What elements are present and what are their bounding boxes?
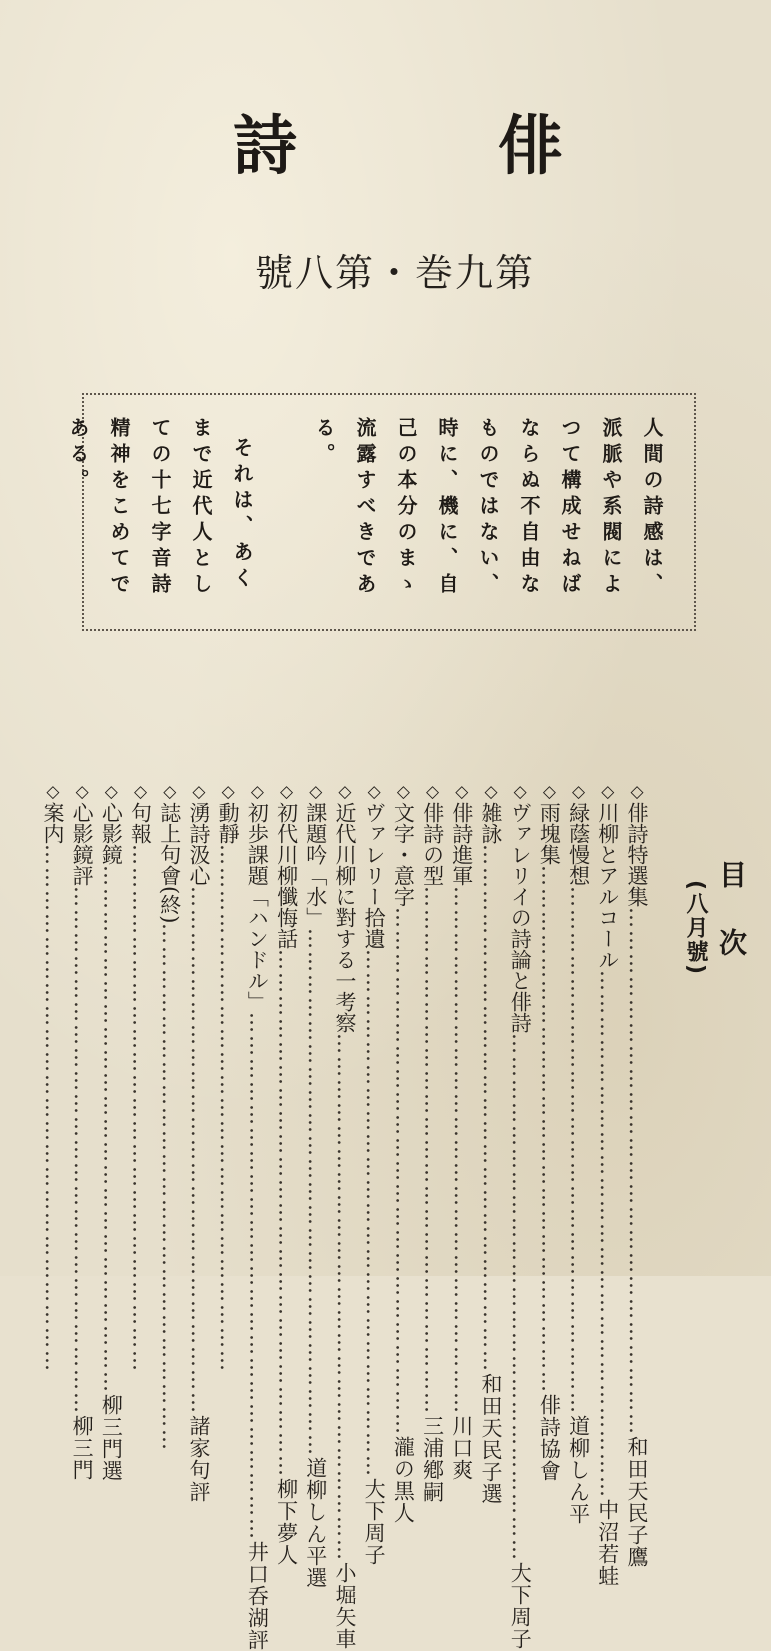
toc-entry-title-text: 湧詩汲心: [186, 802, 211, 886]
toc-entry-title-text: 心影鏡: [99, 802, 124, 865]
toc-entry-title: [96, 782, 125, 865]
diamond-bullet-icon: ◇: [451, 782, 472, 802]
toc-entry-title: [622, 782, 651, 907]
toc-leader-dots: ……………………………………………………………: [245, 1012, 270, 1541]
toc-entry-title: [242, 782, 271, 1012]
toc-leader-dots: ……………………………………………………………: [595, 970, 620, 1499]
toc-entry: [184, 782, 213, 1503]
toc-entry: [96, 782, 125, 1482]
toc-entry-author: 川口爽: [449, 1415, 474, 1481]
toc-entry: [476, 782, 505, 1505]
toc-entry-title: [534, 782, 563, 865]
diamond-bullet-icon: ◇: [101, 782, 122, 802]
toc-entry-title-text: 初歩課題「ハンドル」: [245, 802, 270, 1012]
diamond-bullet-icon: ◇: [334, 782, 355, 802]
toc-entry: [301, 782, 330, 1589]
toc-leader-dots: ……………………………………………………………: [362, 949, 387, 1478]
toc-entry-title: [271, 782, 300, 949]
masthead-char-right: 俳: [498, 110, 562, 184]
toc-leader-dots: ……………………………………………………………: [274, 949, 299, 1478]
masthead-char-left: 詩: [233, 110, 297, 184]
toc-entry: [447, 782, 476, 1481]
toc-entry-title: [417, 782, 446, 886]
diamond-bullet-icon: ◇: [510, 782, 531, 802]
toc-entry-title-text: 雨塊集: [537, 802, 562, 865]
diamond-bullet-icon: ◇: [130, 782, 151, 802]
toc-entry-title: [593, 782, 622, 970]
toc-entry-title: [184, 782, 213, 886]
toc-leader-dots: ……………………………………………………………: [70, 886, 95, 1415]
toc-leader-dots: ……………………………………………………………: [128, 844, 153, 1373]
toc-entry: [534, 782, 563, 1482]
toc-entry-title-text: 案内: [40, 802, 65, 844]
toc-entry-author: 俳詩協會: [537, 1394, 562, 1482]
diamond-bullet-icon: ◇: [159, 782, 180, 802]
toc-list: [38, 782, 651, 1651]
toc-entry-title: [476, 782, 505, 844]
toc-leader-dots: ……………………………………………………………: [566, 886, 591, 1415]
toc-entry: [213, 782, 242, 1373]
toc-entry-author: 井口呑湖評: [245, 1541, 270, 1651]
toc-entry-title: [38, 782, 67, 844]
toc-entry-title: [505, 782, 534, 1033]
toc-entry-title-text: 俳詩の型: [420, 802, 445, 886]
toc-entry: [563, 782, 592, 1525]
toc-entry-author: 柳三門選: [99, 1394, 124, 1482]
toc-entry-title-text: ヴァレリー拾遺: [362, 802, 387, 949]
diamond-bullet-icon: ◇: [597, 782, 618, 802]
toc-entry: [505, 782, 534, 1650]
toc-entry-title-text: 動靜: [216, 802, 241, 844]
toc-entry-author: 柳三門: [70, 1415, 95, 1481]
toc-entry-title: [155, 782, 184, 923]
diamond-bullet-icon: ◇: [364, 782, 385, 802]
diamond-bullet-icon: ◇: [393, 782, 414, 802]
masthead: [0, 95, 771, 184]
toc-entry-title-text: 近代川柳に對する一考察: [332, 802, 357, 1033]
toc-entry-title-text: 俳詩特選集: [625, 802, 649, 907]
diamond-bullet-icon: ◇: [247, 782, 268, 802]
toc-subtitle: (八月號): [683, 880, 708, 977]
toc-entry-author: 和田天民子鷹: [625, 1436, 649, 1568]
toc-leader-dots: ……………………………………………………………: [391, 907, 416, 1436]
toc-entry-title-text: 句報: [128, 802, 153, 844]
toc-entry-title: [67, 782, 96, 886]
toc-entry: [242, 782, 271, 1651]
toc-entry-author: 大下周子: [508, 1562, 533, 1650]
toc-leader-dots: ……………………………………………………………: [508, 1033, 533, 1562]
toc-leader-dots: ……………………………………………………………: [537, 865, 562, 1394]
toc-entry: [125, 782, 154, 1373]
motto-paragraph-2: それは、あくまで近代人としての十七字音詩精神をこめてである。: [66, 417, 254, 599]
toc-entry-title-text: 雑詠: [478, 802, 503, 844]
toc-entry-author: 道柳しん平: [566, 1415, 591, 1525]
toc-leader-dots: ……………………………………………………………: [157, 923, 182, 1453]
toc-entry-author: 三浦鄕嗣: [420, 1415, 445, 1503]
toc-leader-dots: ……………………………………………………………: [186, 886, 211, 1415]
motto-box: [66, 393, 696, 631]
toc-leader-dots: ……………………………………………………………: [40, 844, 65, 1373]
toc-entry: [38, 782, 67, 1373]
toc-entry-title-text: 俳詩進軍: [449, 802, 474, 886]
toc-entry-title: [447, 782, 476, 886]
diamond-bullet-icon: ◇: [188, 782, 209, 802]
toc-entry-title-text: 初代川柳懺悔話: [274, 802, 299, 949]
toc-entry-title-text: 川柳とアルコール: [595, 802, 620, 970]
toc-entry-title-text: 課題吟「水」: [303, 802, 328, 928]
toc-entry-title-text: 文字・意字: [391, 802, 416, 907]
toc-title: 目次: [715, 860, 748, 996]
toc-entry-title-text: 心影鏡評: [70, 802, 95, 886]
diamond-bullet-icon: ◇: [72, 782, 93, 802]
toc-leader-dots: ……………………………………………………………: [420, 886, 445, 1415]
toc-entry: [388, 782, 417, 1524]
toc-entry-title-text: 緑蔭慢想: [566, 802, 591, 886]
toc-entry: [593, 782, 622, 1587]
toc-entry: [417, 782, 446, 1503]
toc-heading: [680, 860, 751, 1160]
toc-entry: [330, 782, 359, 1650]
toc-leader-dots: ……………………………………………………………: [478, 844, 503, 1373]
diamond-bullet-icon: ◇: [42, 782, 63, 802]
toc-entry-title: [563, 782, 592, 886]
diamond-bullet-icon: ◇: [627, 782, 647, 802]
issue-line: 第九巻・第八號: [254, 251, 535, 295]
toc-entry-author: 瀧の黒人: [391, 1436, 416, 1524]
toc-entry-title-text: 誌上句會(終): [157, 802, 182, 924]
toc-entry-author: 大下周子: [362, 1478, 387, 1566]
toc-entry-title: [330, 782, 359, 1033]
motto-paragraph-1: 人間の詩感は、派脈や系閥によつて構成せねばならぬ不自由なものではない、時に、機に、自己の本分のまゝ流露すべきである。: [312, 417, 664, 599]
toc-entry-title: [301, 782, 330, 928]
toc-entry-title: [359, 782, 388, 949]
diamond-bullet-icon: ◇: [568, 782, 589, 802]
diamond-bullet-icon: ◇: [218, 782, 239, 802]
diamond-bullet-icon: ◇: [305, 782, 326, 802]
toc-leader-dots: ……………………………………………………………: [99, 865, 124, 1394]
diamond-bullet-icon: ◇: [276, 782, 297, 802]
toc-entry: [67, 782, 96, 1481]
toc-entry-author: 和田天民子選: [478, 1373, 503, 1505]
toc-entry-title: [388, 782, 417, 907]
toc-leader-dots: ……………………………………………………………: [625, 907, 649, 1436]
motto-text: [57, 417, 672, 617]
toc-entry-author: 道柳しん平選: [303, 1457, 328, 1589]
toc-leader-dots: ……………………………………………………………: [216, 844, 241, 1373]
toc-leader-dots: ……………………………………………………………: [332, 1033, 357, 1562]
toc-entry-author: 柳下夢人: [274, 1478, 299, 1566]
toc-entry-title-text: ヴァレリイの詩論と俳詩: [508, 802, 533, 1033]
toc-entry-author: 諸家句評: [186, 1415, 211, 1503]
toc-entry-title: [213, 782, 242, 844]
toc-entry: [359, 782, 388, 1566]
toc-entry-title: [125, 782, 154, 844]
diamond-bullet-icon: ◇: [422, 782, 443, 802]
diamond-bullet-icon: ◇: [480, 782, 501, 802]
toc-entry: [271, 782, 300, 1566]
diamond-bullet-icon: ◇: [539, 782, 560, 802]
toc-entry: [155, 782, 184, 1453]
toc-leader-dots: ……………………………………………………………: [303, 928, 328, 1457]
toc-leader-dots: ……………………………………………………………: [449, 886, 474, 1415]
toc-entry-author: 小堀矢車: [332, 1562, 357, 1650]
toc-entry-author: 中沼若蛙: [595, 1499, 620, 1587]
toc-entry: [622, 782, 651, 1568]
